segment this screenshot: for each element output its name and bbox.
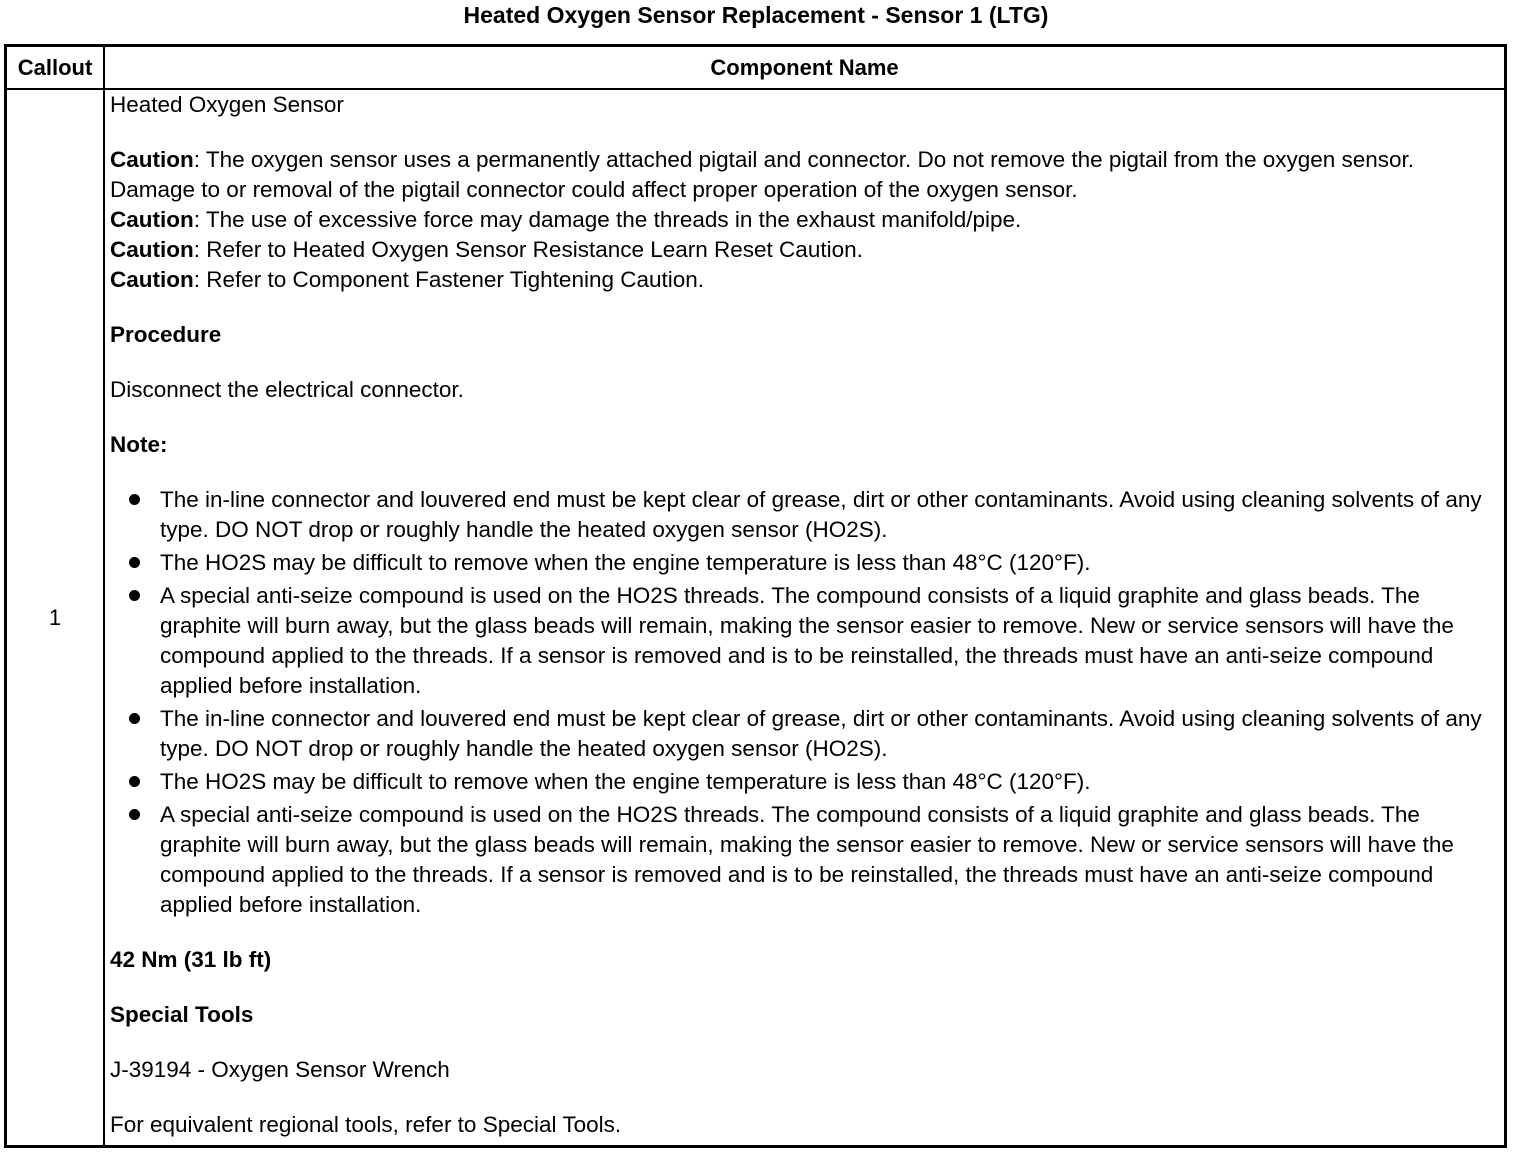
- caution-label: Caution: [110, 267, 194, 292]
- list-item: [110, 800, 1498, 920]
- note-text: The in-line connector and louvered end must be kept clear of grease, dirt or other contaminants. Avoid using cleaning solvents of any type. DO NOT drop or roughly handle the heated oxygen sensor (HO2S).: [160, 487, 1482, 542]
- list-item: [110, 548, 1498, 578]
- list-item: [110, 767, 1498, 797]
- component-cell: [110, 90, 1498, 1145]
- header-component-name: Component Name: [710, 55, 899, 80]
- procedure-step: Disconnect the electrical connector.: [110, 377, 464, 402]
- special-tools-heading: Special Tools: [110, 1002, 254, 1027]
- caution-1: [110, 145, 1498, 205]
- component-name: Heated Oxygen Sensor: [110, 92, 344, 117]
- callout-number: 1: [48, 604, 62, 630]
- bullet-icon: [129, 557, 140, 568]
- procedure-table: [4, 44, 1507, 1148]
- header-callout: Callout: [17, 55, 93, 80]
- bullet-icon: [129, 494, 140, 505]
- caution-label: Caution: [110, 147, 194, 172]
- list-item: [110, 581, 1498, 701]
- procedure-heading: Procedure: [110, 322, 222, 347]
- note-text: The in-line connector and louvered end must be kept clear of grease, dirt or other contaminants. Avoid using cleaning solvents of any type. DO NOT drop or roughly handle the heated oxygen sensor (HO2S).: [160, 706, 1482, 761]
- note-text: The HO2S may be difficult to remove when the engine temperature is less than 48°C (120°F).: [160, 550, 1091, 575]
- list-item: [110, 704, 1498, 764]
- torque-spec: 42 Nm (31 lb ft): [110, 947, 272, 972]
- bullet-icon: [129, 809, 140, 820]
- note-text: The HO2S may be difficult to remove when the engine temperature is less than 48°C (120°F).: [160, 769, 1091, 794]
- caution-4: [110, 265, 1498, 295]
- page-title: Heated Oxygen Sensor Replacement - Sensor 1 (LTG): [463, 2, 1049, 28]
- caution-3: [110, 235, 1498, 265]
- note-heading: Note:: [110, 432, 168, 457]
- bullet-icon: [129, 590, 140, 601]
- caution-text: : Refer to Component Fastener Tightening Caution.: [193, 267, 705, 292]
- note-list: [110, 485, 1498, 920]
- bullet-icon: [129, 713, 140, 724]
- note-text: A special anti-seize compound is used on the HO2S threads. The compound consists of a liquid graphite and glass beads. The graphite will burn away, but the glass beads will remain, making the sensor easier to remove. New or service sensors will have the compound applied to the threads. If a sensor is removed and is to be reinstalled, the threads must have an anti-seize compound applied before installation.: [160, 583, 1454, 698]
- tools-note: For equivalent regional tools, refer to Special Tools.: [110, 1112, 622, 1137]
- caution-2: [110, 205, 1498, 235]
- list-item: [110, 485, 1498, 545]
- table-row: [7, 90, 1504, 1145]
- note-text: A special anti-seize compound is used on the HO2S threads. The compound consists of a liquid graphite and glass beads. The graphite will burn away, but the glass beads will remain, making the sensor easier to remove. New or service sensors will have the compound applied to the threads. If a sensor is removed and is to be reinstalled, the threads must have an anti-seize compound applied before installation.: [160, 802, 1454, 917]
- caution-text: : The use of excessive force may damage the threads in the exhaust manifold/pipe.: [193, 207, 1022, 232]
- caution-text: : Refer to Heated Oxygen Sensor Resistance Learn Reset Caution.: [193, 237, 863, 262]
- caution-text: : The oxygen sensor uses a permanently attached pigtail and connector. Do not remove the pigtail from the oxygen sensor. Damage to or removal of the pigtail connector could affect proper operation of the oxygen sensor.: [110, 147, 1415, 202]
- bullet-icon: [129, 776, 140, 787]
- table-header-row: [7, 47, 1504, 90]
- special-tool: J-39194 - Oxygen Sensor Wrench: [110, 1057, 450, 1082]
- caution-label: Caution: [110, 207, 194, 232]
- caution-label: Caution: [110, 237, 194, 262]
